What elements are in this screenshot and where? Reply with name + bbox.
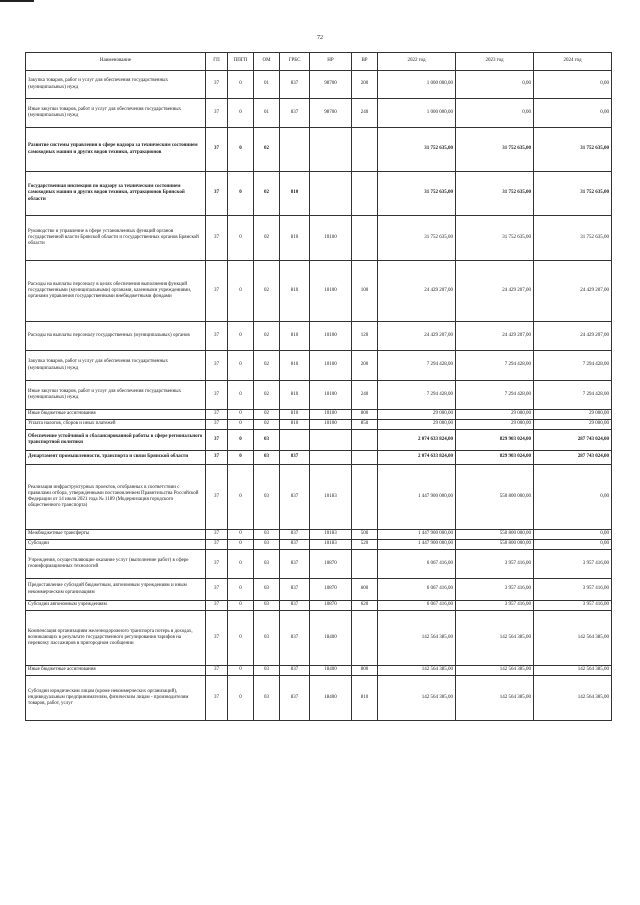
cell-gp: 37 xyxy=(206,430,228,451)
cell-ppgp: 0 xyxy=(228,601,254,611)
cell-gp: 37 xyxy=(206,666,228,676)
cell-gp: 37 xyxy=(206,172,228,216)
cell-vr: 810 xyxy=(352,676,378,721)
cell-gp: 37 xyxy=(206,540,228,550)
cell-om: 02 xyxy=(254,420,280,430)
cell-nr: 10100 xyxy=(310,420,352,430)
cell-om: 02 xyxy=(254,351,280,381)
cell-gp: 37 xyxy=(206,410,228,420)
table-row xyxy=(26,550,612,579)
cell-y2022: 2 074 633 824,00 xyxy=(378,451,456,465)
cell-gp: 37 xyxy=(206,322,228,351)
cell-om: 03 xyxy=(254,579,280,601)
cell-y2024: 3 957 416,00 xyxy=(534,550,612,579)
cell-name: Учреждения, осуществляющие оказание услуг (выполнение работ) в сфере геоинформационных технологий xyxy=(26,550,206,579)
cell-grbs xyxy=(280,430,310,451)
cell-y2023: 142 564 385,00 xyxy=(456,666,534,676)
cell-name: Иные закупки товаров, работ и услуг для обеспечения государственных (муниципальных) нужд xyxy=(26,99,206,128)
cell-gp: 37 xyxy=(206,351,228,381)
cell-y2022: 142 564 385,00 xyxy=(378,676,456,721)
cell-nr xyxy=(310,172,352,216)
cell-nr: 10183 xyxy=(310,540,352,550)
cell-y2024: 29 000,00 xyxy=(534,420,612,430)
column-header: 2022 год xyxy=(378,53,456,71)
cell-y2023: 3 957 416,00 xyxy=(456,579,534,601)
cell-nr xyxy=(310,430,352,451)
cell-vr: 200 xyxy=(352,351,378,381)
cell-gp: 37 xyxy=(206,611,228,666)
column-header: 2024 год xyxy=(534,53,612,71)
cell-nr: 18400 xyxy=(310,676,352,721)
cell-gp: 37 xyxy=(206,261,228,322)
cell-ppgp: 0 xyxy=(228,71,254,99)
column-header: ГП xyxy=(206,53,228,71)
cell-vr xyxy=(352,611,378,666)
cell-y2023: 550 800 000,00 xyxy=(456,465,534,530)
cell-y2023: 3 957 416,00 xyxy=(456,550,534,579)
cell-y2024: 31 752 635,00 xyxy=(534,172,612,216)
column-header: НР xyxy=(310,53,352,71)
cell-vr xyxy=(352,550,378,579)
cell-y2023: 31 752 635,00 xyxy=(456,216,534,261)
cell-nr: 10100 xyxy=(310,351,352,381)
table-row xyxy=(26,261,612,322)
table-row xyxy=(26,216,612,261)
table-row xyxy=(26,579,612,601)
cell-y2023: 24 429 207,00 xyxy=(456,322,534,351)
cell-y2024: 3 957 416,00 xyxy=(534,601,612,611)
cell-vr xyxy=(352,216,378,261)
table-row xyxy=(26,676,612,721)
cell-y2022: 1 447 900 000,00 xyxy=(378,465,456,530)
cell-grbs: 837 xyxy=(280,540,310,550)
cell-name: Государственная инспекция по надзору за техническим состоянием самоходных машин и других видов техники, аттракционов Брянской области xyxy=(26,172,206,216)
cell-name: Расходы на выплаты персоналу в целях обеспечения выполнения функций государственными (муниципальными) органами, казенными учреждениями, органами управления государственными внебюджетными фондами xyxy=(26,261,206,322)
table-row xyxy=(26,451,612,465)
cell-grbs: 837 xyxy=(280,550,310,579)
table-header-row xyxy=(26,53,612,71)
cell-name: Департамент промышленности, транспорта и связи Брянской области xyxy=(26,451,206,465)
cell-om: 03 xyxy=(254,601,280,611)
cell-y2024: 7 294 428,00 xyxy=(534,381,612,410)
cell-y2024: 0,00 xyxy=(534,99,612,128)
cell-vr xyxy=(352,451,378,465)
cell-grbs: 837 xyxy=(280,451,310,465)
cell-y2022: 1 000 000,00 xyxy=(378,71,456,99)
cell-y2024: 0,00 xyxy=(534,530,612,540)
cell-om: 01 xyxy=(254,99,280,128)
cell-y2024: 24 429 207,00 xyxy=(534,322,612,351)
cell-om: 02 xyxy=(254,322,280,351)
cell-ppgp: 0 xyxy=(228,99,254,128)
cell-y2022: 29 000,00 xyxy=(378,410,456,420)
cell-om: 02 xyxy=(254,128,280,172)
cell-y2024: 142 564 385,00 xyxy=(534,666,612,676)
page-number: 72 xyxy=(317,35,323,41)
cell-y2024: 287 743 024,00 xyxy=(534,451,612,465)
cell-ppgp: 0 xyxy=(228,351,254,381)
table-row xyxy=(26,128,612,172)
cell-vr: 120 xyxy=(352,322,378,351)
cell-gp: 37 xyxy=(206,71,228,99)
cell-nr: 10870 xyxy=(310,550,352,579)
cell-gp: 37 xyxy=(206,128,228,172)
cell-grbs: 837 xyxy=(280,601,310,611)
cell-grbs: 810 xyxy=(280,172,310,216)
cell-y2022: 1 447 900 000,00 xyxy=(378,530,456,540)
cell-om: 02 xyxy=(254,216,280,261)
cell-ppgp: 0 xyxy=(228,381,254,410)
cell-y2023: 829 903 024,00 xyxy=(456,430,534,451)
cell-nr: 10100 xyxy=(310,322,352,351)
table-row xyxy=(26,601,612,611)
cell-y2022: 7 294 428,00 xyxy=(378,381,456,410)
cell-grbs: 837 xyxy=(280,99,310,128)
table-row xyxy=(26,99,612,128)
column-header: ГРБС xyxy=(280,53,310,71)
cell-ppgp: 0 xyxy=(228,611,254,666)
cell-ppgp: 0 xyxy=(228,530,254,540)
cell-grbs: 810 xyxy=(280,351,310,381)
cell-y2024: 142 564 385,00 xyxy=(534,611,612,666)
cell-name: Иные бюджетные ассигнования xyxy=(26,666,206,676)
cell-y2023: 0,00 xyxy=(456,71,534,99)
cell-om: 03 xyxy=(254,676,280,721)
cell-vr xyxy=(352,465,378,530)
cell-om: 03 xyxy=(254,465,280,530)
cell-gp: 37 xyxy=(206,99,228,128)
cell-vr: 240 xyxy=(352,381,378,410)
cell-y2023: 3 957 416,00 xyxy=(456,601,534,611)
cell-name: Уплата налогов, сборов и иных платежей xyxy=(26,420,206,430)
cell-nr: 10100 xyxy=(310,216,352,261)
cell-gp: 37 xyxy=(206,420,228,430)
cell-gp: 37 xyxy=(206,530,228,540)
cell-y2024: 3 957 416,00 xyxy=(534,579,612,601)
cell-y2024: 31 752 635,00 xyxy=(534,216,612,261)
cell-y2023: 829 903 024,00 xyxy=(456,451,534,465)
cell-y2022: 6 067 416,00 xyxy=(378,579,456,601)
cell-vr xyxy=(352,172,378,216)
cell-grbs: 837 xyxy=(280,611,310,666)
cell-om: 03 xyxy=(254,451,280,465)
cell-om: 02 xyxy=(254,381,280,410)
cell-nr xyxy=(310,128,352,172)
cell-vr: 240 xyxy=(352,99,378,128)
cell-ppgp: 0 xyxy=(228,666,254,676)
cell-y2022: 1 000 000,00 xyxy=(378,99,456,128)
cell-nr: 10870 xyxy=(310,579,352,601)
table-row xyxy=(26,420,612,430)
cell-grbs: 810 xyxy=(280,420,310,430)
table-row xyxy=(26,540,612,550)
cell-y2023: 29 000,00 xyxy=(456,410,534,420)
cell-y2024: 31 752 635,00 xyxy=(534,128,612,172)
cell-name: Компенсация организациям железнодорожного транспорта потерь в доходах, возникающих в результате государственного регулирования тарифов на перевозку пассажиров в пригородном сообщении xyxy=(26,611,206,666)
cell-vr: 500 xyxy=(352,530,378,540)
cell-name: Межбюджетные трансферты xyxy=(26,530,206,540)
cell-vr: 520 xyxy=(352,540,378,550)
cell-y2023: 7 294 428,00 xyxy=(456,381,534,410)
table-row xyxy=(26,410,612,420)
cell-name: Обеспечение устойчивой и сбалансированной работы в сфере регионального транспортной политики xyxy=(26,430,206,451)
cell-name: Расходы на выплаты персоналу государственных (муниципальных) органов xyxy=(26,322,206,351)
cell-name: Реализация инфраструктурных проектов, отобранных в соответствии с правилами отбора, утвержденными постановлением Правительства Российской Федерации от 14 июля 2021 года № 1189 (Модернизация городского общественного транспорта) xyxy=(26,465,206,530)
cell-name: Развитие системы управления в сфере надзора за техническим состоянием самоходных машин и других видов техники, аттракционов xyxy=(26,128,206,172)
column-header: ВР xyxy=(352,53,378,71)
cell-gp: 37 xyxy=(206,381,228,410)
cell-om: 03 xyxy=(254,430,280,451)
cell-grbs: 837 xyxy=(280,71,310,99)
cell-name: Иные закупки товаров, работ и услуг для обеспечения государственных (муниципальных) нужд xyxy=(26,381,206,410)
cell-y2023: 29 000,00 xyxy=(456,420,534,430)
cell-ppgp: 0 xyxy=(228,128,254,172)
cell-vr: 850 xyxy=(352,420,378,430)
cell-y2023: 24 429 207,00 xyxy=(456,261,534,322)
cell-y2023: 31 752 635,00 xyxy=(456,128,534,172)
cell-y2024: 24 429 207,00 xyxy=(534,261,612,322)
cell-y2024: 0,00 xyxy=(534,71,612,99)
cell-grbs: 810 xyxy=(280,322,310,351)
page-corner-mark xyxy=(0,0,34,2)
cell-vr: 800 xyxy=(352,410,378,420)
cell-gp: 37 xyxy=(206,676,228,721)
cell-ppgp: 0 xyxy=(228,579,254,601)
cell-grbs: 810 xyxy=(280,410,310,420)
cell-y2022: 6 067 416,00 xyxy=(378,601,456,611)
cell-y2023: 31 752 635,00 xyxy=(456,172,534,216)
cell-ppgp: 0 xyxy=(228,550,254,579)
cell-ppgp: 0 xyxy=(228,451,254,465)
cell-y2022: 24 429 207,00 xyxy=(378,261,456,322)
cell-ppgp: 0 xyxy=(228,172,254,216)
cell-ppgp: 0 xyxy=(228,465,254,530)
cell-y2022: 142 564 385,00 xyxy=(378,666,456,676)
cell-grbs: 837 xyxy=(280,579,310,601)
cell-gp: 37 xyxy=(206,465,228,530)
cell-y2022: 7 294 428,00 xyxy=(378,351,456,381)
cell-y2022: 142 564 385,00 xyxy=(378,611,456,666)
cell-vr: 620 xyxy=(352,601,378,611)
column-header: ППГП xyxy=(228,53,254,71)
cell-y2023: 7 294 428,00 xyxy=(456,351,534,381)
table-row xyxy=(26,530,612,540)
cell-ppgp: 0 xyxy=(228,676,254,721)
cell-y2022: 1 447 900 000,00 xyxy=(378,540,456,550)
cell-grbs: 837 xyxy=(280,666,310,676)
cell-vr: 100 xyxy=(352,261,378,322)
cell-name: Субсидии юридическим лицам (кроме некоммерческих организаций), индивидуальным предпринимателям, физическим лицам - производителям товаров, работ, услуг xyxy=(26,676,206,721)
cell-y2024: 0,00 xyxy=(534,540,612,550)
cell-y2023: 142 564 385,00 xyxy=(456,676,534,721)
cell-gp: 37 xyxy=(206,550,228,579)
cell-y2022: 31 752 635,00 xyxy=(378,172,456,216)
cell-name: Руководство и управление в сфере установленных функций органов государственной власти Брянской области и государственных органов Брянской области xyxy=(26,216,206,261)
cell-om: 02 xyxy=(254,261,280,322)
cell-name: Закупка товаров, работ и услуг для обеспечения государственных (муниципальных) нужд xyxy=(26,71,206,99)
cell-grbs: 837 xyxy=(280,465,310,530)
cell-grbs: 837 xyxy=(280,530,310,540)
cell-name: Иные бюджетные ассигнования xyxy=(26,410,206,420)
column-header: Наименование xyxy=(26,53,206,71)
cell-ppgp: 0 xyxy=(228,322,254,351)
cell-nr: 10183 xyxy=(310,465,352,530)
cell-y2022: 31 752 635,00 xyxy=(378,216,456,261)
cell-grbs: 810 xyxy=(280,216,310,261)
cell-ppgp: 0 xyxy=(228,261,254,322)
cell-y2022: 2 074 633 824,00 xyxy=(378,430,456,451)
cell-ppgp: 0 xyxy=(228,410,254,420)
cell-grbs xyxy=(280,128,310,172)
cell-y2023: 550 800 000,00 xyxy=(456,530,534,540)
cell-nr: 18400 xyxy=(310,611,352,666)
cell-y2023: 142 564 385,00 xyxy=(456,611,534,666)
cell-om: 03 xyxy=(254,530,280,540)
cell-vr: 800 xyxy=(352,666,378,676)
cell-nr: 10100 xyxy=(310,261,352,322)
cell-ppgp: 0 xyxy=(228,216,254,261)
cell-nr: 98700 xyxy=(310,99,352,128)
table-row xyxy=(26,322,612,351)
cell-y2023: 550 800 000,00 xyxy=(456,540,534,550)
table-row xyxy=(26,172,612,216)
cell-grbs: 810 xyxy=(280,261,310,322)
cell-om: 03 xyxy=(254,611,280,666)
cell-y2022: 6 067 416,00 xyxy=(378,550,456,579)
cell-y2024: 29 000,00 xyxy=(534,410,612,420)
cell-om: 02 xyxy=(254,172,280,216)
cell-om: 03 xyxy=(254,666,280,676)
cell-ppgp: 0 xyxy=(228,420,254,430)
column-header: ОМ xyxy=(254,53,280,71)
cell-nr xyxy=(310,451,352,465)
cell-name: Закупка товаров, работ и услуг для обеспечения государственных (муниципальных) нужд xyxy=(26,351,206,381)
cell-y2022: 24 429 207,00 xyxy=(378,322,456,351)
cell-om: 03 xyxy=(254,550,280,579)
cell-y2024: 142 564 385,00 xyxy=(534,676,612,721)
column-header: 2023 год xyxy=(456,53,534,71)
cell-nr: 10100 xyxy=(310,410,352,420)
cell-gp: 37 xyxy=(206,579,228,601)
cell-om: 02 xyxy=(254,410,280,420)
cell-gp: 37 xyxy=(206,216,228,261)
cell-y2023: 0,00 xyxy=(456,99,534,128)
cell-nr: 10870 xyxy=(310,601,352,611)
table-row xyxy=(26,71,612,99)
cell-gp: 37 xyxy=(206,601,228,611)
cell-y2024: 287 743 024,00 xyxy=(534,430,612,451)
cell-nr: 10100 xyxy=(310,381,352,410)
cell-om: 01 xyxy=(254,71,280,99)
cell-vr xyxy=(352,128,378,172)
cell-name: Субсидии автономным учреждениям xyxy=(26,601,206,611)
cell-ppgp: 0 xyxy=(228,430,254,451)
cell-name: Субсидии xyxy=(26,540,206,550)
table-row xyxy=(26,611,612,666)
cell-y2022: 31 752 635,00 xyxy=(378,128,456,172)
table-row xyxy=(26,666,612,676)
cell-nr: 18400 xyxy=(310,666,352,676)
budget-table xyxy=(25,52,612,721)
cell-nr: 98700 xyxy=(310,71,352,99)
table-row xyxy=(26,430,612,451)
table-row xyxy=(26,351,612,381)
cell-name: Предоставление субсидий бюджетным, автономным учреждениям и иным некоммерческим организациям xyxy=(26,579,206,601)
table-row xyxy=(26,381,612,410)
cell-grbs: 810 xyxy=(280,381,310,410)
cell-ppgp: 0 xyxy=(228,540,254,550)
cell-vr: 200 xyxy=(352,71,378,99)
cell-vr xyxy=(352,430,378,451)
cell-om: 03 xyxy=(254,540,280,550)
cell-y2024: 7 294 428,00 xyxy=(534,351,612,381)
cell-nr: 10183 xyxy=(310,530,352,540)
cell-y2024: 0,00 xyxy=(534,465,612,530)
cell-grbs: 837 xyxy=(280,676,310,721)
cell-y2022: 29 000,00 xyxy=(378,420,456,430)
cell-vr: 600 xyxy=(352,579,378,601)
table-row xyxy=(26,465,612,530)
cell-gp: 37 xyxy=(206,451,228,465)
